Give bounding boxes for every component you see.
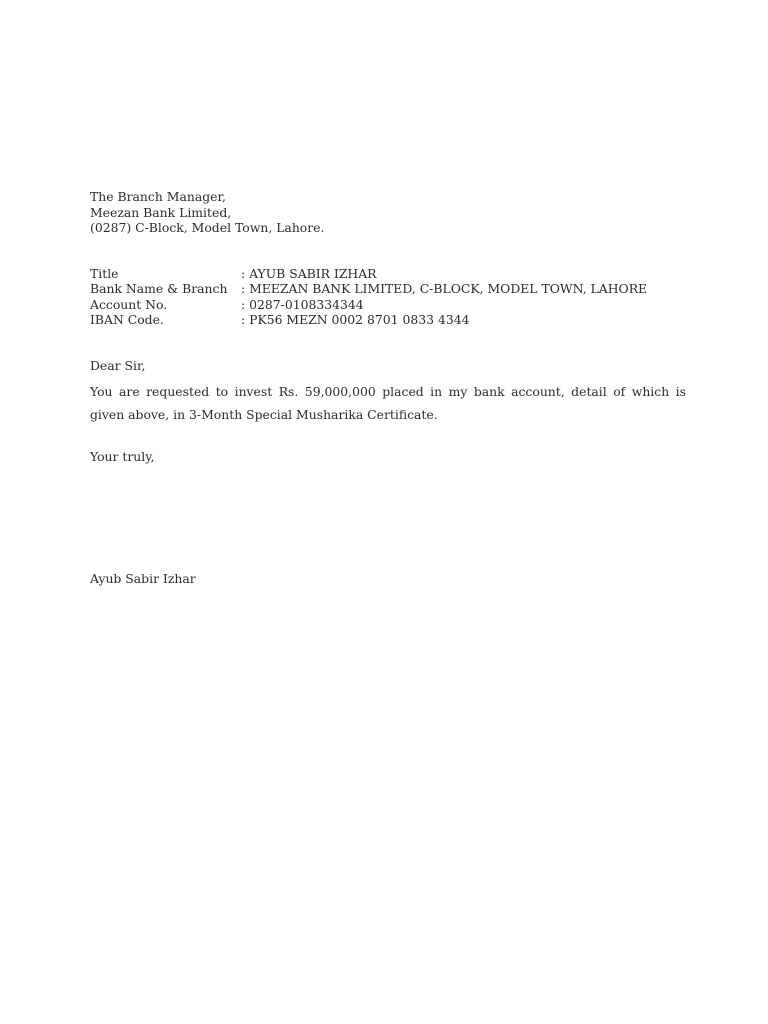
detail-row-iban (90, 312, 690, 328)
recipient-address (90, 189, 690, 236)
detail-value: : 0287-0108334344 (241, 296, 364, 312)
address-line-3: (0287) C-Block, Model Town, Lahore. (90, 220, 325, 235)
salutation: Dear Sir, (90, 357, 146, 373)
detail-row-title (90, 266, 690, 282)
letter-body (90, 189, 690, 586)
letter-paragraph: You are requested to invest Rs. 59,000,000 placed in my bank account, detail of which is given above, in 3-Month Special Musharika Certificate. (90, 384, 686, 422)
closing: Your truly, (90, 449, 155, 464)
detail-label: Account No. (90, 296, 168, 312)
detail-label: Bank Name & Branch (90, 281, 228, 296)
detail-value: : MEEZAN BANK LIMITED, C-BLOCK, MODEL TOWN, LAHORE (241, 281, 648, 296)
detail-row-account (90, 297, 690, 313)
address-line-1: The Branch Manager, (90, 189, 226, 204)
detail-label: Title (90, 265, 119, 281)
detail-row-bank (90, 281, 690, 297)
detail-value: : PK56 MEZN 0002 8701 0833 4344 (241, 312, 470, 327)
signature-name: Ayub Sabir Izhar (90, 570, 196, 586)
address-line-2: Meezan Bank Limited, (90, 204, 232, 220)
detail-label: IBAN Code. (90, 312, 164, 327)
account-details (90, 266, 690, 328)
detail-value: : AYUB SABIR IZHAR (241, 265, 377, 281)
